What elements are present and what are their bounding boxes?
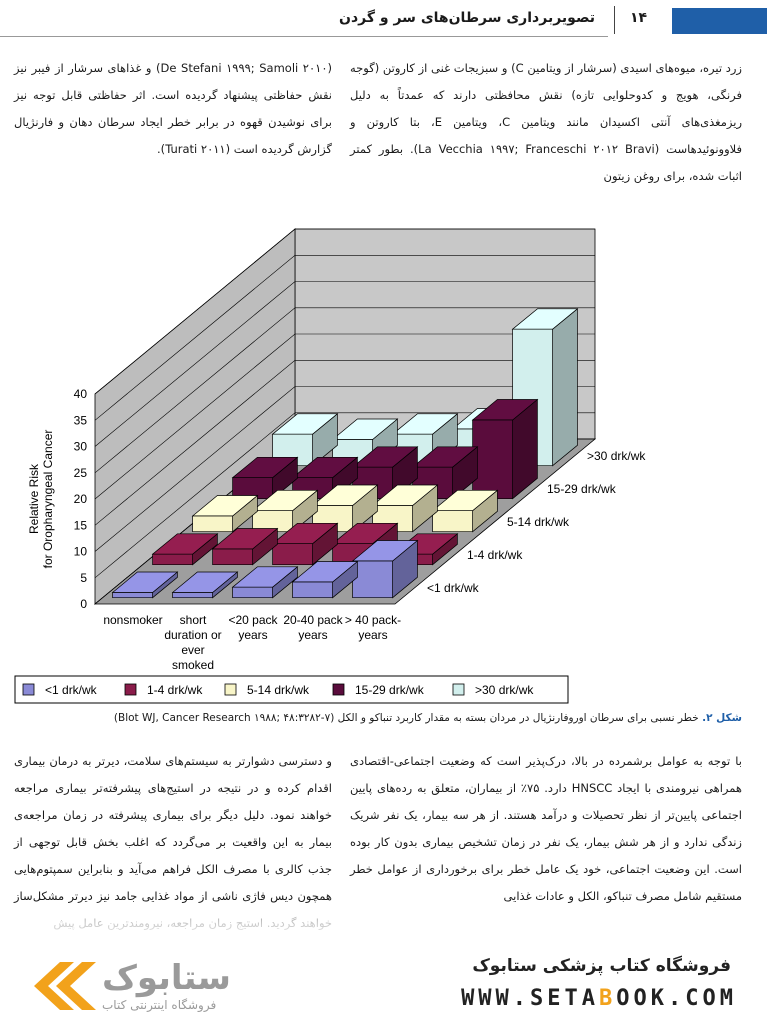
bar-front	[173, 593, 213, 598]
depth-axis-label: 1-4 drk/wk	[467, 547, 523, 562]
url-suffix: OOK.COM	[616, 986, 737, 1011]
figure-caption-text: خطر نسبی برای سرطان اوروفارنژیال در مردان بسته به مقدار کاربرد تنباکو و الکل (Blot WJ, Cancer Research ۱۹۸۸; ۴۸:۳۲۸۲-۷)	[113, 712, 699, 724]
legend-entry: >30 drk/wk	[475, 683, 534, 697]
y-tick-label: 30	[73, 439, 87, 454]
body-top-right-column: زرد تیره، میوه‌های اسیدی (سرشار از ویتامین C) و سبزیجات غنی از کاروتن (گوجه فرنگی، هویج و کدوحلوایی تازه) نقش محافظتی دارند که عمدتاً به دلیل ریزمغذی‌های آنتی اکسیدان مانند ویتامین C، ویتامین E، بتا کاروتن و فلاوونوئیدهاست (La Vecchia ۱۹۹۷; Franceschi ۲۰۱۲ Bravi). بطور کمتر اثبات شده، برای روغن زیتون	[350, 61, 742, 183]
legend-swatch	[23, 684, 34, 695]
legend-entry: <1 drk/wk	[45, 683, 97, 697]
legend-entry: 1-4 drk/wk	[147, 683, 203, 697]
url-prefix: WWW.SETA	[461, 986, 600, 1011]
figure-label: شکل ۲.	[702, 712, 742, 724]
logo-brand: ستابوک	[102, 958, 231, 998]
bar-front	[153, 554, 193, 565]
category-label: > 40 pack-	[344, 613, 402, 627]
category-label: 20-40 pack	[283, 613, 343, 627]
category-label: smoked	[171, 658, 215, 672]
y-tick-label: 25	[73, 465, 87, 480]
store-name: فروشگاه کتاب پزشکی ستابوک	[472, 956, 731, 976]
page-number: ۱۴	[630, 10, 648, 26]
y-tick-label: 15	[73, 518, 87, 533]
category-label: <20 pack	[228, 613, 278, 627]
body-top-left-column: (De Stefani ۱۹۹۹; Samoli ۲۰۱۰) و غذاهای سرشار از فیبر نیز نقش حفاظتی پیشنهاد گردیده است. اثر حفاظتی قابل توجه نیز برای نوشیدن قهوه در برابر خطر ایجاد سرطان دهان و فارنژیال گزارش گردیده است (Turati ۲۰۱۱).	[14, 61, 333, 156]
category-label: duration or	[164, 628, 222, 642]
legend-swatch	[225, 684, 236, 695]
y-tick-label: 35	[73, 413, 87, 428]
depth-axis-label: 15-29 drk/wk	[547, 481, 616, 496]
url-highlight: B	[599, 986, 617, 1011]
store-url[interactable]	[461, 986, 737, 1011]
legend-entry: 5-14 drk/wk	[247, 683, 310, 697]
category-label: years	[238, 628, 268, 642]
category-label: years	[298, 628, 328, 642]
depth-axis-label: <1 drk/wk	[427, 580, 479, 595]
figure-caption	[14, 712, 742, 724]
bar-front	[293, 582, 333, 598]
header-color-band	[672, 8, 767, 34]
y-tick-label: 5	[80, 570, 87, 585]
bar-front	[233, 587, 273, 598]
y-axis-label: Relative Risk	[27, 463, 41, 535]
bar-front	[433, 511, 473, 532]
bar-front	[213, 549, 253, 565]
bar-front	[273, 544, 313, 565]
y-tick-label: 20	[73, 492, 87, 506]
y-tick-label: 40	[73, 387, 87, 401]
page-header	[0, 0, 767, 40]
body-bottom-right-column: با توجه به عوامل برشمرده در بالا، درک‌پذیر است که وضعیت اجتماعی-اقتصادی همراهی نیرومندی با ایجاد HNSCC دارد. ۷۵٪ از بیماران، متعلق به رده‌های پایین اجتماعی پایین‌تر از نظر تحصیلات و درآمد هستند. از هر سه بیمار، یک نفر شریک زندگی ندارد و از هر شش بیمار، یک نفر در زمان تشخیص بیماری بدون کار بوده است. این وضعیت اجتماعی، خود یک عامل خطر برای برخورداری از عوامل خطر مستقیم شامل مصرف تنباکو، الکل و عادات غذایی	[350, 754, 742, 903]
header-divider	[614, 6, 615, 34]
bar-front	[113, 593, 153, 598]
category-label: short	[179, 613, 207, 627]
category-label: ever	[181, 643, 205, 657]
logo-chevron-icon	[30, 958, 100, 1014]
legend-swatch	[333, 684, 344, 695]
category-label: years	[358, 628, 388, 642]
category-label: nonsmoker	[103, 613, 163, 627]
y-tick-label: 0	[80, 597, 87, 611]
depth-axis-label: 5-14 drk/wk	[507, 514, 570, 529]
setabook-logo	[30, 958, 300, 1018]
bar-front	[193, 516, 233, 532]
bar-side	[553, 309, 578, 466]
legend-entry: 15-29 drk/wk	[355, 683, 424, 697]
bar-front	[473, 420, 513, 499]
y-axis-label: for Oropharyngeal Cancer	[41, 429, 55, 569]
bar-front	[353, 561, 393, 598]
legend-swatch	[125, 684, 136, 695]
depth-axis-label: >30 drk/wk	[587, 448, 646, 463]
legend-swatch	[453, 684, 464, 695]
relative-risk-chart	[0, 200, 767, 710]
running-title: تصویربرداری سرطان‌های سر و گردن	[339, 10, 595, 26]
y-tick-label: 10	[73, 544, 87, 559]
logo-subtitle: فروشگاه اینترنتی کتاب	[102, 998, 217, 1012]
body-bottom-left-column: و دسترسی دشوارتر به سیستم‌های سلامت، دیرتر به درمان بیماری اقدام کرده و در نتیجه در استیج‌های پیشرفته‌تر بیماری مراجعه خواهند نمود. دلیل دیگر برای بیماری پیشرفته در زمان مراجعه‌ی بیمار به این واقعیت بر می‌گردد که اغلب بخش قابل توجهی از جذب کالری با مصرف الکل فراهم می‌آید و بنابراین سمپتوم‌هایی همچون دیس فاژی ناشی از مواد غذایی جامد نیز دیرتر مشکل‌ساز	[14, 754, 332, 903]
chart-svg	[0, 200, 767, 710]
